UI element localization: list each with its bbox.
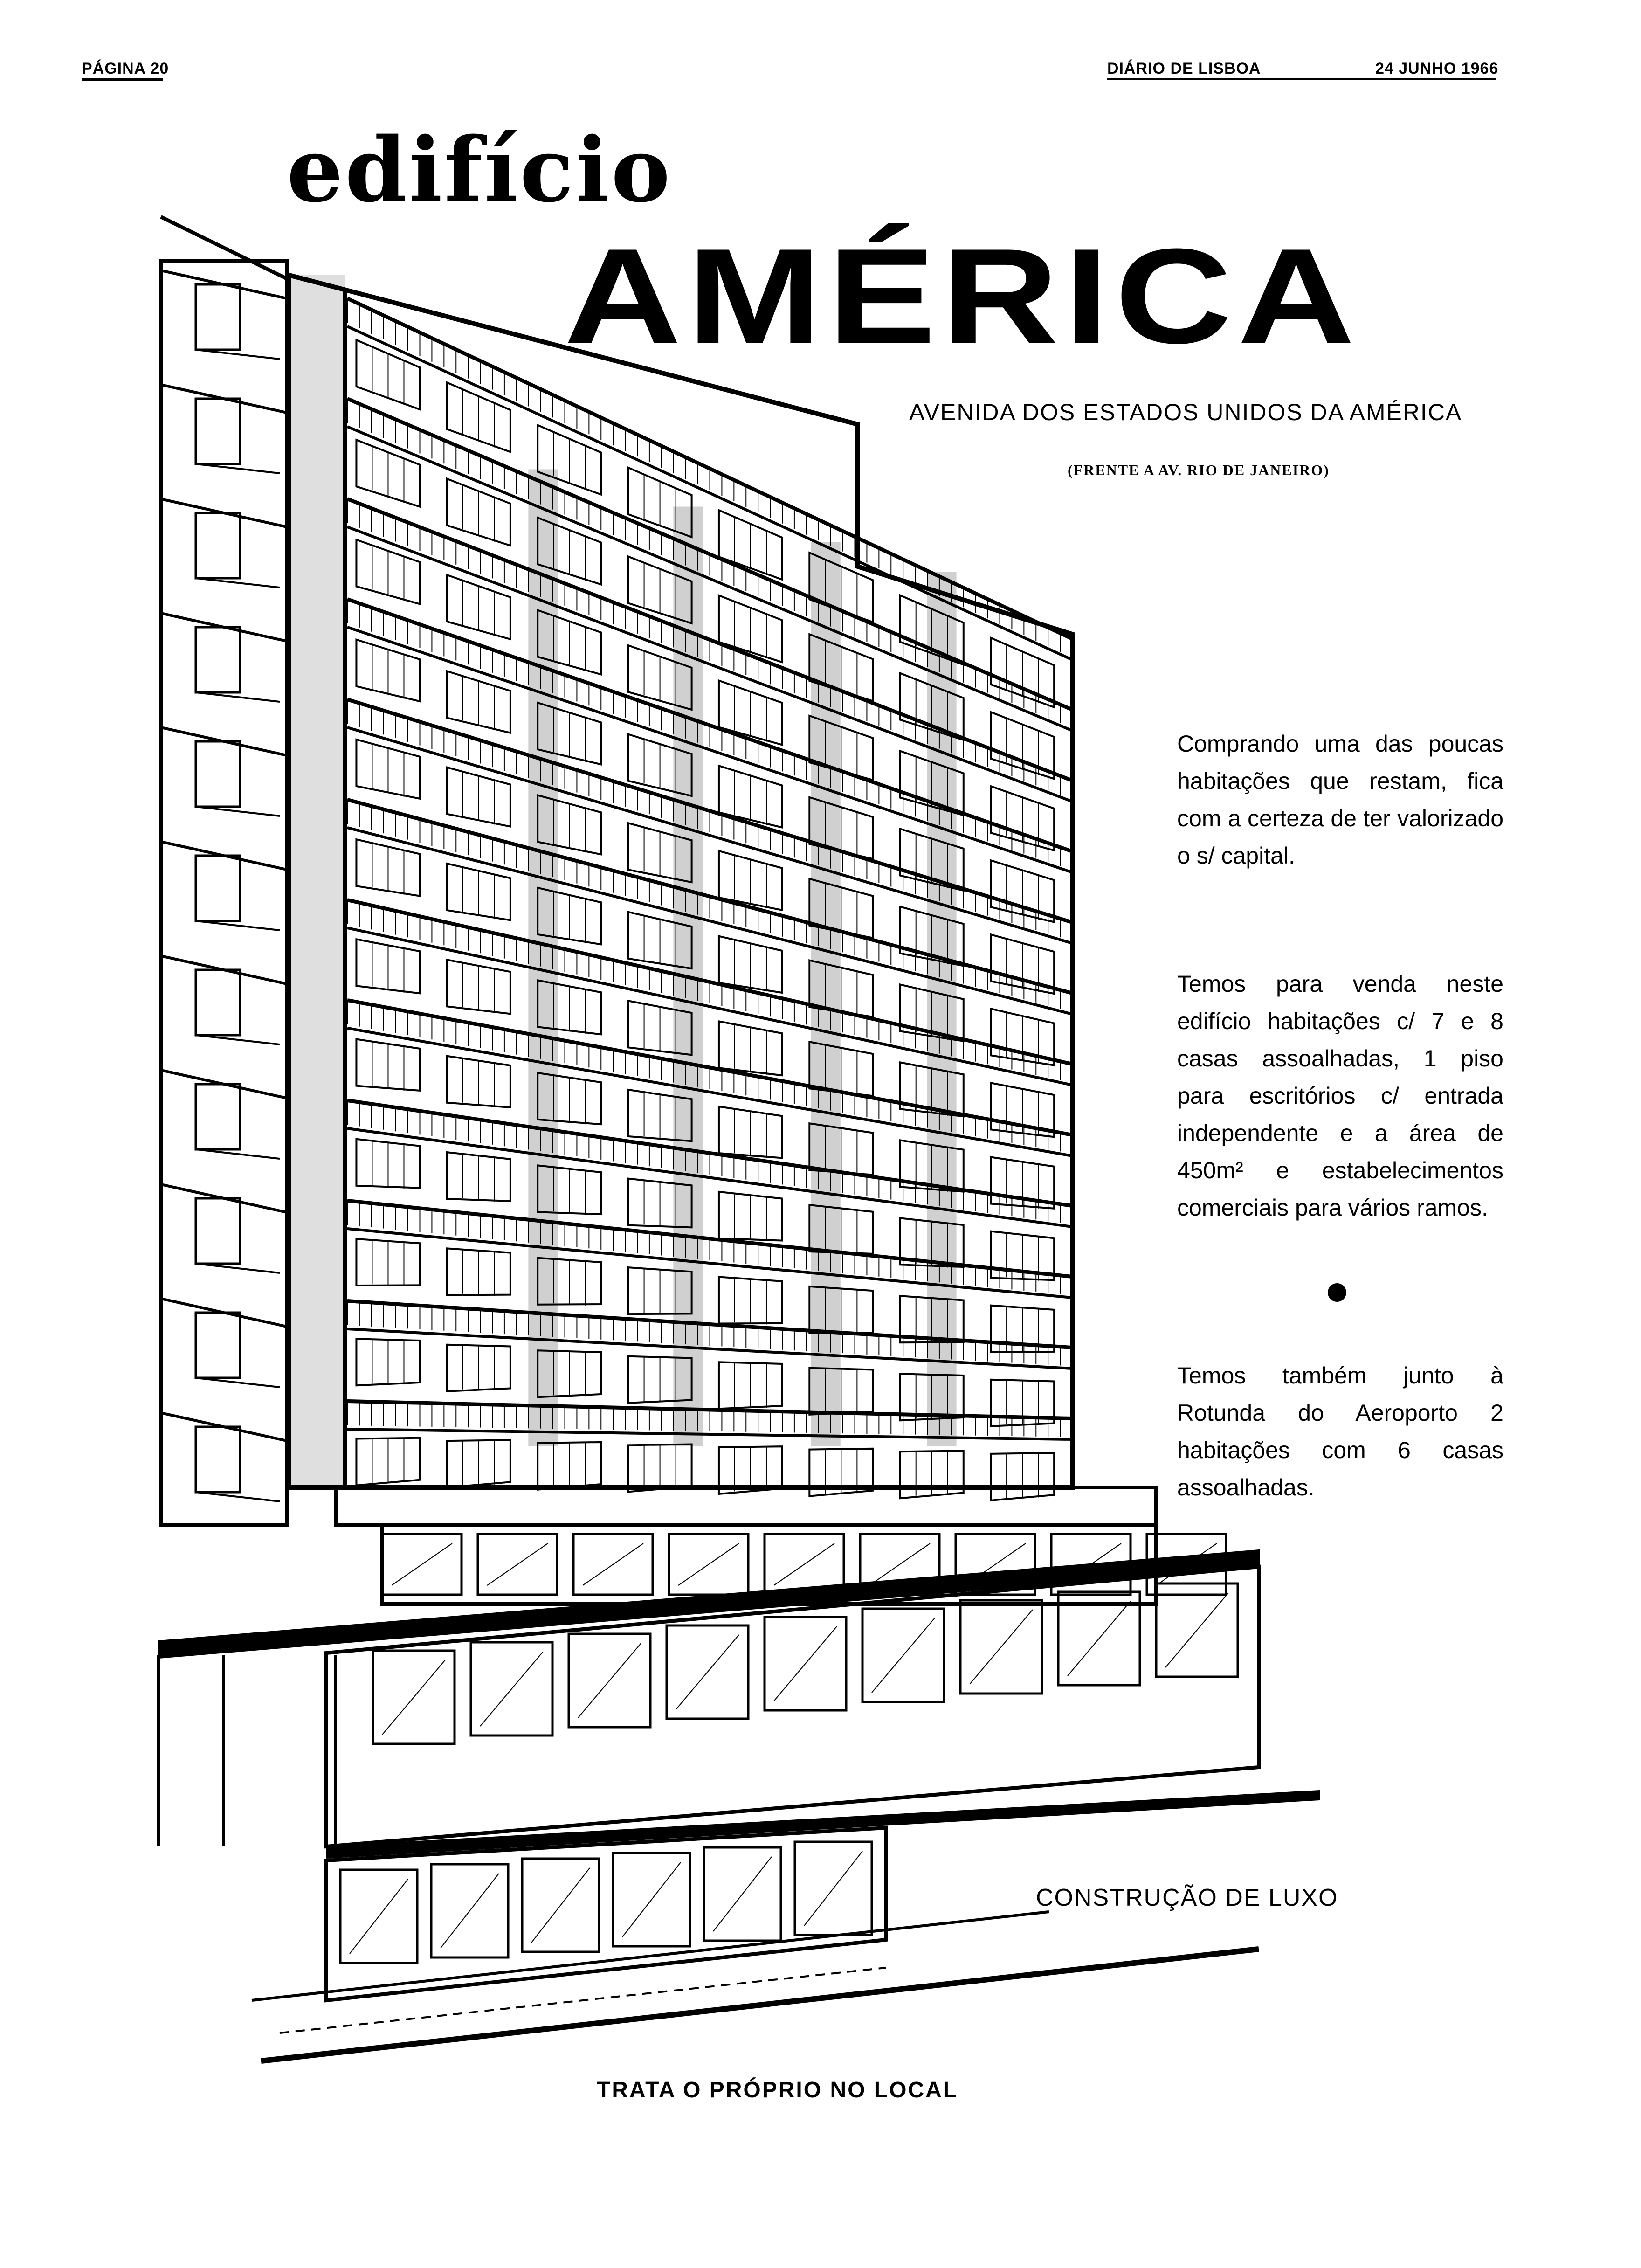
paragraph-investment: Comprando uma das poucas habitações que restam, fica com a certeza de ter valorizado o s/ capital. [1177, 731, 1503, 869]
address-note: (FRENTE A AV. RIO DE JANEIRO) [1068, 462, 1330, 478]
newspaper-name: DIÁRIO DE LISBOA [1107, 60, 1261, 77]
bullet-separator [1328, 1283, 1346, 1302]
title-edificio: edifício [287, 118, 672, 222]
page-number: PÁGINA 20 [82, 60, 169, 77]
issue-date: 24 JUNHO 1966 [1375, 60, 1499, 77]
tagline-luxury: CONSTRUÇÃO DE LUXO [1036, 1884, 1338, 1911]
paragraph-for-sale: Temos para venda neste edifício habitações c/ 7 e 8 casas assoalhadas, 1 piso para escritórios c/ entrada independente e a área de 450m² e estabelecimentos comerciais para vários ramos. [1177, 971, 1503, 1221]
footer-contact: TRATA O PRÓPRIO NO LOCAL [597, 2078, 958, 2102]
address-street: AVENIDA DOS ESTADOS UNIDOS DA AMÉRICA [909, 399, 1462, 425]
paragraph-airport: Temos também junto à Rotunda do Aeroporto 2 habitações com 6 casas assoalhadas. [1177, 1362, 1503, 1500]
title-america: AMÉRICA [564, 221, 1360, 372]
